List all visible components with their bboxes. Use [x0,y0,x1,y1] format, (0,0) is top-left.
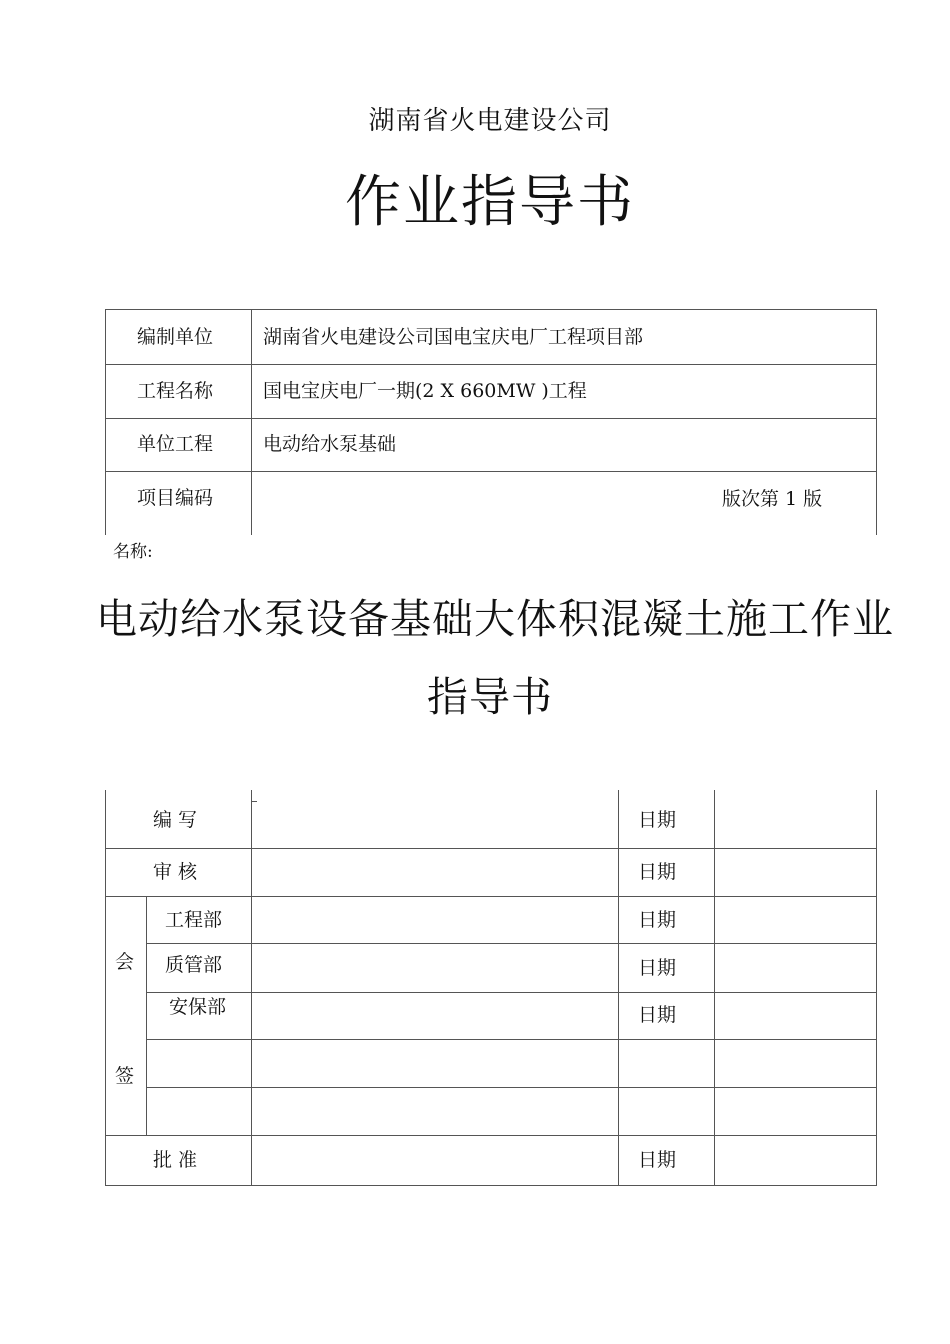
info-value-org: 湖南省火电建设公司国电宝庆电厂工程项目部 [263,326,644,348]
dept-safety-date-label: 日期 [638,1004,677,1026]
dept-quality: 质管部 [165,954,223,976]
info-label-code: 项目编码 [137,487,214,509]
write-date-label: 日期 [638,809,677,831]
main-title-line1: 电动给水泵设备基础大体积混凝土施工作业 [96,595,894,643]
approve-date-label: 日期 [638,1149,677,1171]
info-label-org: 编制单位 [137,326,214,348]
name-label: 名称: [113,542,153,562]
dept-engineering-date-label: 日期 [638,909,677,931]
info-label-project: 工程名称 [137,380,214,402]
version-text: 版次第 1 版 [722,488,823,510]
approve-label: 批 准 [153,1149,198,1171]
document-type-title: 作业指导书 [345,170,635,235]
countersign-char-2: 签 [115,1065,135,1087]
dept-safety: 安保部 [169,996,227,1018]
review-label: 审 核 [153,861,198,883]
info-value-unit: 电动给水泵基础 [263,433,397,455]
write-label: 编 写 [153,809,198,831]
info-label-unit: 单位工程 [137,433,214,455]
dept-quality-date-label: 日期 [638,957,677,979]
company-name: 湖南省火电建设公司 [368,106,612,136]
review-date-label: 日期 [638,861,677,883]
info-value-project: 国电宝庆电厂一期(2 X 660MW )工程 [263,380,587,402]
main-title-line2: 指导书 [427,673,553,721]
countersign-char-1: 会 [115,951,135,973]
dept-engineering: 工程部 [165,909,223,931]
